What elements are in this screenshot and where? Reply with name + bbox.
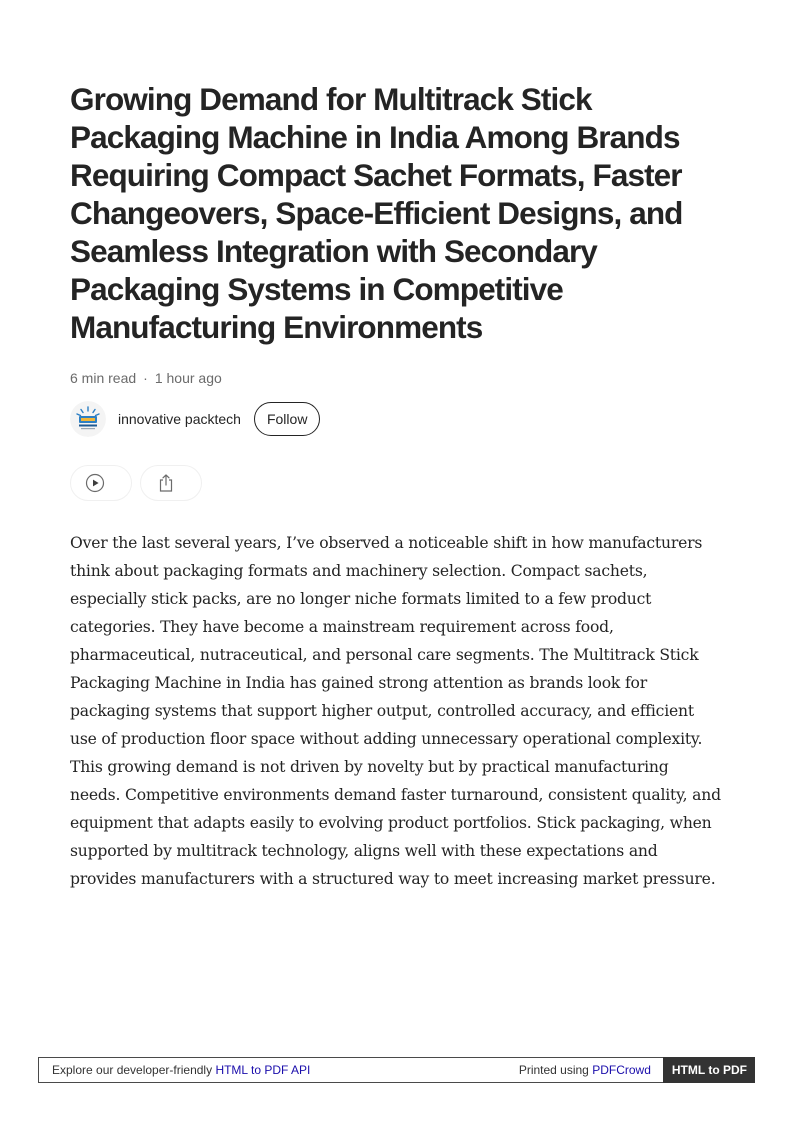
article-title: Growing Demand for Multitrack Stick Packaging Machine in India Among Brands Requiring Compact Sachet Formats, Faster Changeovers, Space-Efficient Designs, and Seamless Integration with Secondary Packaging Systems in Competitive Manufacturing Environments [70, 81, 683, 345]
listen-button[interactable] [70, 465, 132, 501]
article-body-paragraph: Over the last several years, I’ve observed a noticeable shift in how manufacturers think about packaging formats and machinery selection. Compact sachets, especially stick packs, are no longer niche formats limited to a few product categories. They have become a mainstream requirement across food, pharmaceutical, nutraceutical, and personal care segments. The Multitrack Stick Packaging Machine in India has gained strong attention as brands look for packaging systems that support higher output, controlled accuracy, and efficient use of production floor space without adding unnecessary operational complexity. This growing demand is not driven by novelty but by practical manufacturing needs. Competitive environments demand faster turnaround, consistent quality, and equipment that adapts easily to evolving product portfolios. Stick packaging, when supported by multitrack technology, aligns well with these expectations and provides manufacturers with a structured way to meet increasing market pressure. [70, 534, 721, 888]
author-row [70, 402, 320, 436]
play-circle-icon [85, 473, 105, 493]
article-actions [70, 465, 202, 501]
pdfcrowd-footer [38, 1057, 755, 1083]
pdfcrowd-link[interactable]: PDFCrowd [592, 1063, 651, 1077]
html-to-pdf-api-link[interactable]: HTML to PDF API [215, 1063, 311, 1077]
meta-separator: · [143, 370, 148, 386]
published-time: 1 hour ago [154, 370, 222, 386]
author-name[interactable]: innovative packtech [118, 411, 241, 427]
html-to-pdf-button[interactable]: HTML to PDF [663, 1057, 755, 1083]
share-button[interactable] [140, 465, 202, 501]
footer-printed-text: Printed using [518, 1063, 589, 1077]
follow-button[interactable]: Follow [254, 402, 320, 436]
footer-explore-text: Explore our developer-friendly [52, 1063, 213, 1077]
read-time: 6 min read [70, 370, 137, 386]
footer-explore [39, 1063, 519, 1077]
author-avatar[interactable] [70, 401, 106, 437]
share-icon [157, 473, 175, 493]
footer-printed [519, 1063, 663, 1077]
article-meta [70, 370, 222, 386]
company-logo-icon [70, 401, 106, 437]
